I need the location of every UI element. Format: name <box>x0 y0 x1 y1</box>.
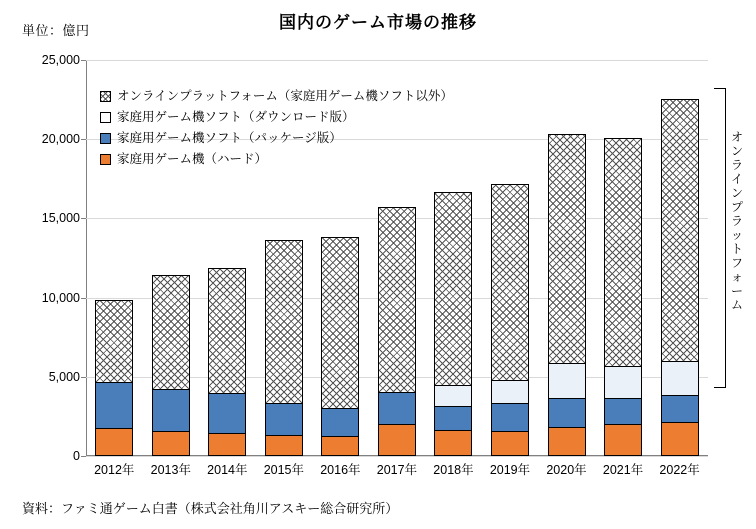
bar-segment-package <box>265 403 303 435</box>
bar-segment-package <box>434 406 472 430</box>
bar-segment-download <box>604 366 642 398</box>
bar-segment-online <box>152 275 190 390</box>
bar-segment-online <box>321 237 359 407</box>
bar-segment-online <box>548 134 586 363</box>
chart-title: 国内のゲーム市場の推移 <box>279 13 477 32</box>
legend-label-download: 家庭用ゲーム機ソフト（ダウンロード版） <box>117 110 355 124</box>
bar-segment-package <box>95 382 133 428</box>
bar-segment-hardware <box>265 435 303 456</box>
bar-segment-package <box>548 398 586 427</box>
bar-segment-online <box>491 184 529 380</box>
x-axis-labels <box>86 460 708 478</box>
chart-legend <box>100 86 453 170</box>
x-axis-tick-label: 2017年 <box>376 463 418 477</box>
bar-segment-online <box>95 300 133 382</box>
bar-segment-download <box>548 363 586 398</box>
bar-group <box>661 60 699 456</box>
annotation-bracket-label: オンラインプラットフォーム <box>730 130 743 312</box>
bar-segment-package <box>378 392 416 424</box>
bar-segment-package <box>321 408 359 437</box>
bar-segment-package <box>152 389 190 431</box>
legend-label-hardware: 家庭用ゲーム機（ハード） <box>117 152 268 166</box>
bar-segment-download <box>491 380 529 403</box>
y-axis-tick-label: 0 <box>73 449 80 463</box>
bar-group <box>548 60 586 456</box>
bar-segment-online <box>661 99 699 361</box>
x-axis-tick-label: 2013年 <box>150 463 191 477</box>
x-axis-tick-label: 2016年 <box>320 463 361 477</box>
bar-segment-hardware <box>321 436 359 456</box>
bar-segment-hardware <box>152 431 190 456</box>
x-axis-tick-label: 2012年 <box>94 463 135 477</box>
bar-segment-package <box>208 393 246 433</box>
bar-group <box>491 60 529 456</box>
bar-segment-package <box>661 395 699 422</box>
bar-segment-package <box>604 398 642 423</box>
bar-segment-package <box>491 403 529 432</box>
x-axis-tick-label: 2020年 <box>546 463 587 477</box>
legend-swatch-download-icon <box>100 112 111 123</box>
legend-swatch-hardware-icon <box>100 154 111 165</box>
bar-segment-online <box>208 268 246 394</box>
gridline <box>86 456 708 457</box>
legend-swatch-online-icon <box>100 91 111 102</box>
x-axis-tick-label: 2022年 <box>659 463 700 477</box>
legend-label-package: 家庭用ゲーム機ソフト（パッケージ版） <box>117 131 342 145</box>
bar-segment-hardware <box>378 424 416 456</box>
bar-segment-online <box>604 138 642 365</box>
bar-segment-hardware <box>661 422 699 456</box>
legend-label-online: オンラインプラットフォーム（家庭用ゲーム機ソフト以外） <box>117 89 453 103</box>
bar-segment-hardware <box>548 427 586 456</box>
bar-segment-online <box>378 207 416 392</box>
bar-segment-online <box>434 192 472 384</box>
x-axis-tick-label: 2014年 <box>207 463 248 477</box>
x-axis-tick-label: 2021年 <box>602 463 644 477</box>
bar-segment-download <box>434 385 472 406</box>
legend-item-download <box>100 107 453 128</box>
bar-group <box>604 60 642 456</box>
bar-segment-online <box>265 240 303 403</box>
legend-item-online <box>100 86 453 107</box>
source-note: 資料：ファミ通ゲーム白書（株式会社角川アスキー総合研究所） <box>22 501 399 516</box>
annotation-bracket <box>714 88 726 388</box>
bar-segment-download <box>661 361 699 395</box>
y-axis-tick-label: 15,000 <box>41 211 80 226</box>
bar-segment-hardware <box>434 430 472 456</box>
legend-swatch-package-icon <box>100 133 111 144</box>
unit-label: 単位：億円 <box>22 23 90 38</box>
bar-segment-hardware <box>208 433 246 456</box>
y-axis-tick-label: 20,000 <box>41 132 80 147</box>
x-axis-tick-label: 2018年 <box>433 463 474 477</box>
bar-segment-hardware <box>604 424 642 456</box>
legend-item-package <box>100 128 453 149</box>
x-axis-tick-label: 2015年 <box>263 463 305 477</box>
bar-segment-hardware <box>491 431 529 456</box>
y-axis-tick-label: 5,000 <box>48 369 80 384</box>
legend-item-hardware <box>100 149 453 170</box>
y-axis-tick-label: 10,000 <box>41 290 80 305</box>
y-axis-tick-label: 25,000 <box>41 53 80 67</box>
x-axis-tick-label: 2019年 <box>489 463 531 477</box>
y-axis-tick-mark <box>81 456 86 457</box>
bar-segment-hardware <box>95 428 133 456</box>
